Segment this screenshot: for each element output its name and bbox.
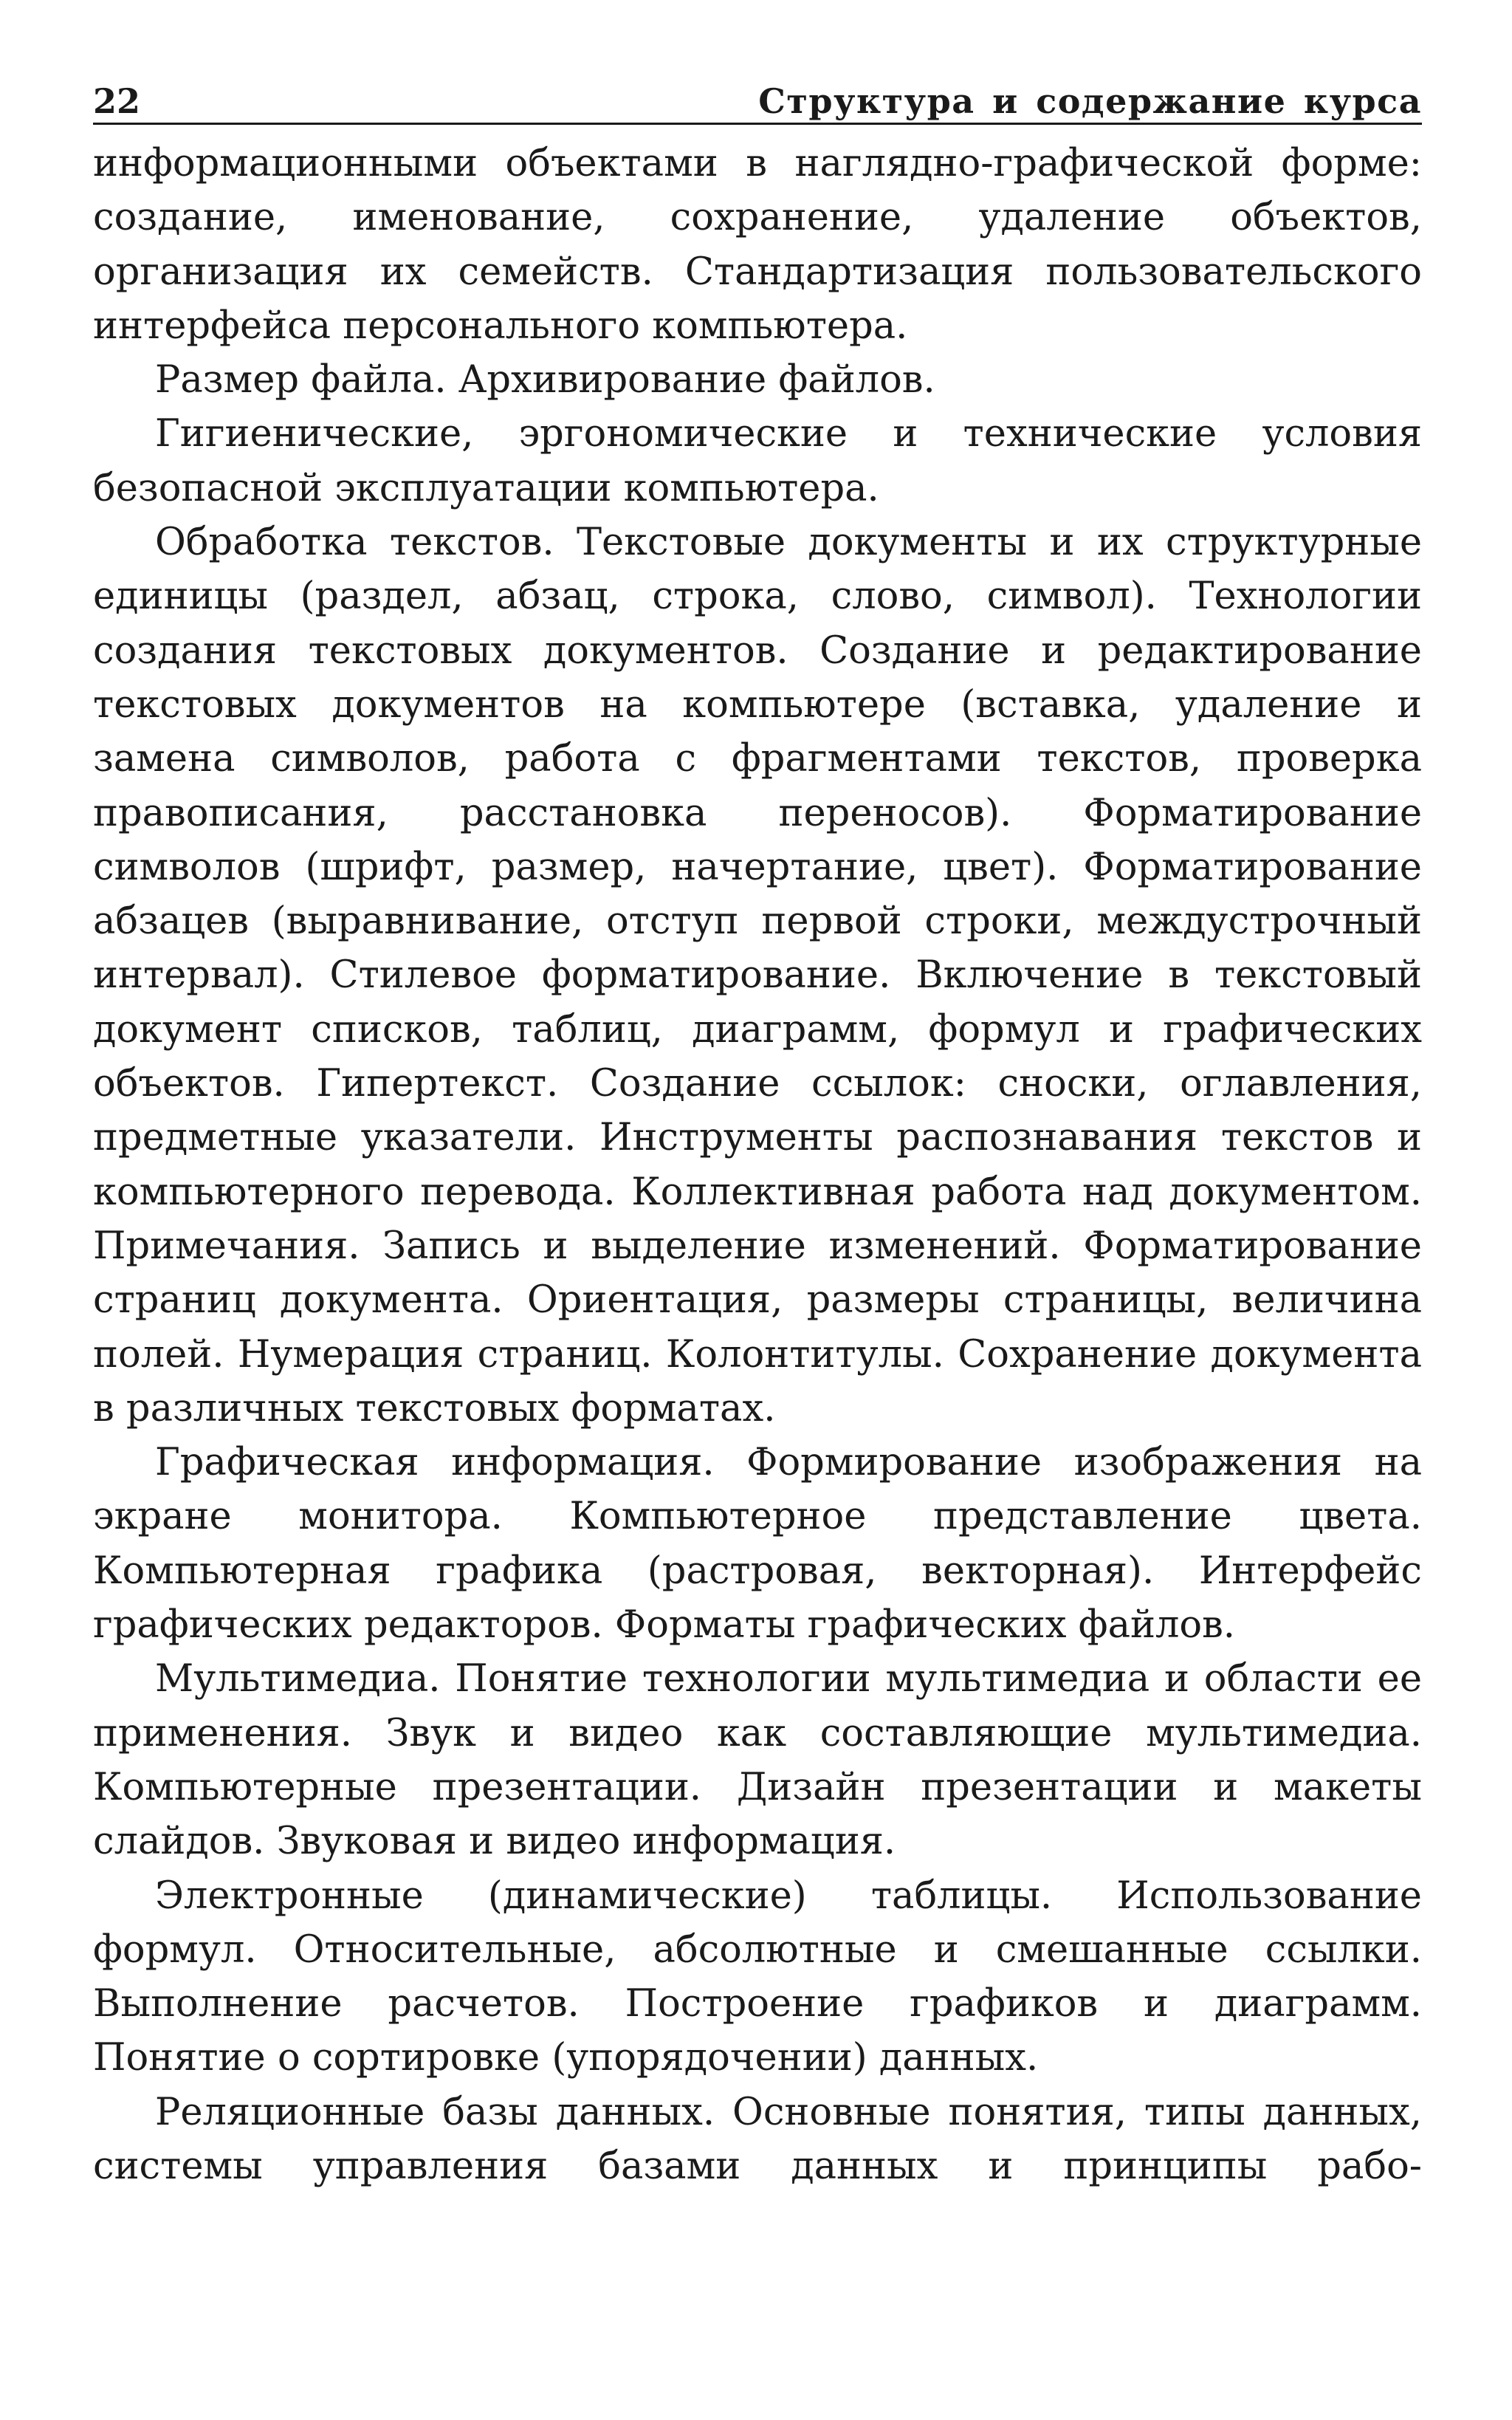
running-header bbox=[93, 65, 1422, 125]
paragraph-text-processing: Обработка текстов. Текстовые документы и их структурные единицы (раздел, абзац, строка, слово, символ). Технологии создания текстовых документов. Создание и редактирование текстовых документов на компьютере (вставка, удаление и замена символов, работа с фрагментами текстов, проверка правописания, расстановка переносов). Форматирование символов (шрифт, размер, начертание, цвет). Форматирование абзацев (выравнивание, отступ первой строки, междустрочный интервал). Стилевое форматирование. Включение в текстовый документ списков, таблиц, диаграмм, формул и графических объектов. Гипертекст. Создание ссылок: сноски, оглавления, предметные указатели. Инструменты распознавания текстов и компьютерного перевода. Коллективная работа над документом. Примечания. Запись и выделение изменений. Форматирование страниц документа. Ориентация, размеры страницы, величина полей. Нумерация страниц. Колонтитулы. Сохранение документа в различных текстовых форматах. bbox=[93, 521, 1422, 1430]
paragraph-databases: Реляционные базы данных. Основные понятия, типы данных, системы управления базами данных и принципы рабо- bbox=[93, 2090, 1422, 2188]
paragraph-multimedia: Мультимедиа. Понятие технологии мультимедиа и области ее применения. Звук и видео как составляющие мультимедиа. Компьютерные презентации. Дизайн презентации и макеты слайдов. Звуковая и видео информация. bbox=[93, 1657, 1422, 1864]
body-text bbox=[93, 137, 1422, 2193]
section-title: Структура и содержание курса bbox=[758, 81, 1422, 121]
paragraph-graphics: Графическая информация. Формирование изображения на экране монитора. Компьютерное представление цвета. Компьютерная графика (растровая, векторная). Интерфейс графических редакторов. Форматы графических файлов. bbox=[93, 1441, 1422, 1648]
paragraph-file-size: Размер файла. Архивирование файлов. bbox=[155, 358, 935, 402]
book-page bbox=[93, 65, 1422, 2193]
paragraph-safety-conditions: Гигиенические, эргономические и технические условия безопасной эксплуатации компьютера. bbox=[93, 412, 1422, 510]
paragraph-continuation: информационными объектами в наглядно-графической форме: создание, именование, сохранение, удаление объектов, организация их семейств. Стандартизация пользовательского интерфейса персонального компьютера. bbox=[93, 142, 1422, 348]
paragraph-spreadsheets: Электронные (динамические) таблицы. Использование формул. Относительные, абсолютные и смешанные ссылки. Выполнение расчетов. Построение графиков и диаграмм. Понятие о сортировке (упорядочении) данных. bbox=[93, 1874, 1422, 2080]
page-number: 22 bbox=[93, 81, 141, 121]
